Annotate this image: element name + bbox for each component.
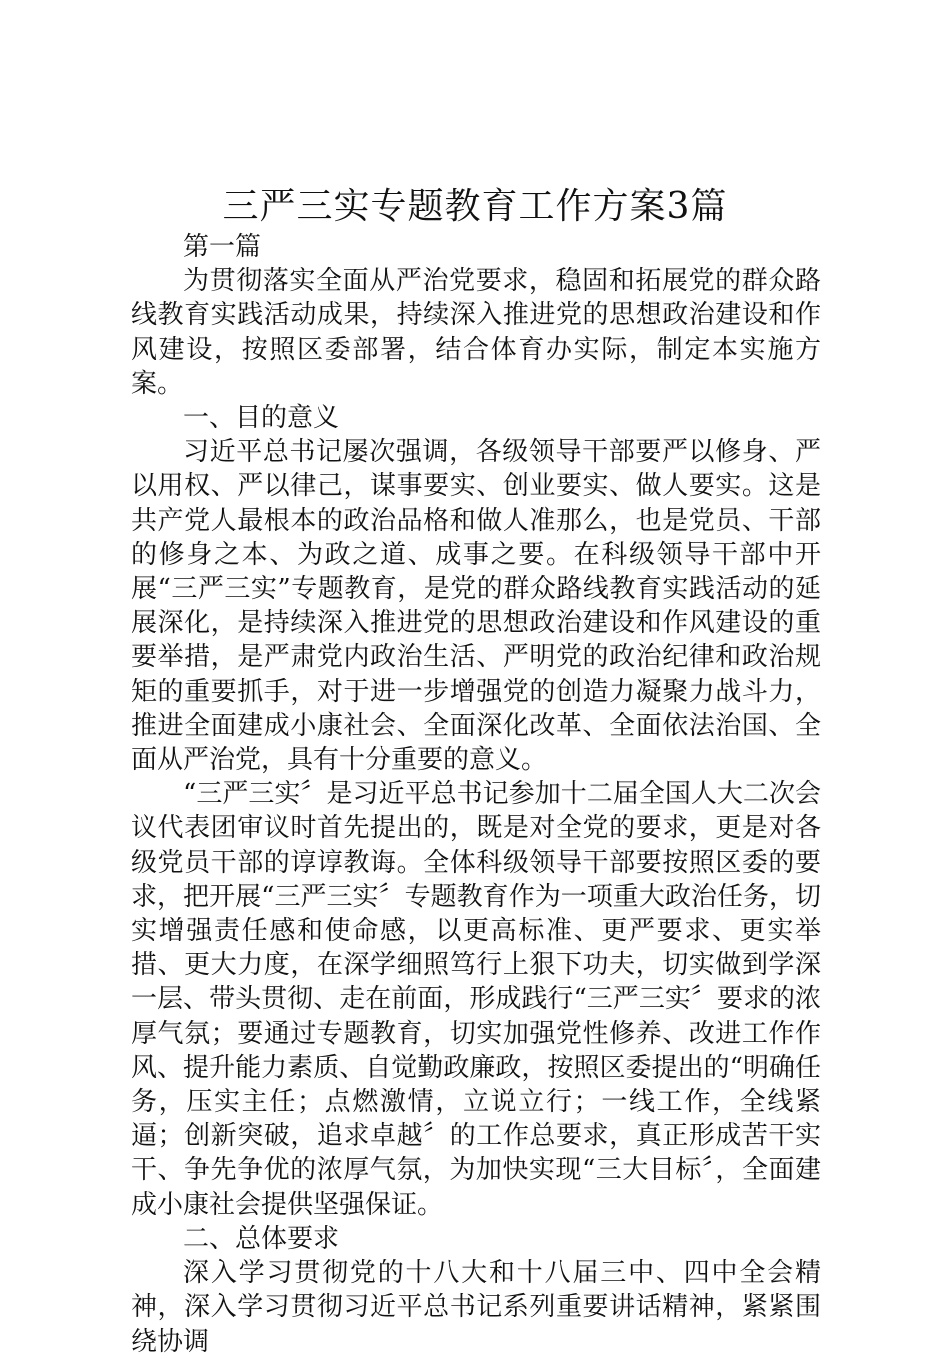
purpose-paragraph-2: “三严三实〞是习近平总书记参加十二届全国人大二次会议代表团审议时首先提出的，既是对全党的要求，更是对各级党员干部的谆谆教诲。全体科级领导干部要按照区委的要求，把开展“三严三实〞专题教育作为一项重大政治任务，切实增强责任感和使命感，以更高标准、更严要求、更实举措、更大力度，在深学细照笃行上狠下功夫，切实做到学深一层、带头贯彻、走在前面，形成践行“三严三实〞要求的浓厚气氛；要通过专题教育，切实加强党性修养、改进工作作风、提升能力素质、自觉勤政廉政，按照区委提出的“明确任务，压实主任；点燃激情，立说立行；一线工作，全线紧逼；创新突破，追求卓越〞的工作总要求，真正形成苦干实干、争先争优的浓厚气氛，为加快实现“三大目标〞，全面建成小康社会提供坚强保证。	[131, 779, 821, 1220]
intro-paragraph: 为贯彻落实全面从严治党要求，稳固和拓展党的群众路线教育实践活动成果，持续深入推进党的思想政治建设和作风建设，按照区委部署，结合体育办实际，制定本实施方案。	[131, 266, 821, 399]
section-heading-requirements: 二、总体要求	[183, 1223, 340, 1254]
section-label-first: 第一篇	[183, 232, 262, 262]
section-heading-purpose: 一、目的意义	[183, 403, 340, 434]
document-body	[131, 230, 821, 1359]
purpose-paragraph-1: 习近平总书记屡次强调，各级领导干部要严以修身、严以用权、严以律己，谋事要实、创业要实、做人要实。这是共产党人最根本的政治品格和做人准那么，也是党员、干部的修身之本、为政之道、成事之要。在科级领导干部中开展“三严三实”专题教育，是党的群众路线教育实践活动的延展深化，是持续深入推进党的思想政治建设和作风建设的重要举措，是严肃党内政治生活、严明党的政治纪律和政治规矩的重要抓手，对于进一步增强党的创造力凝聚力战斗力，推进全面建成小康社会、全面深化改革、全面依法治国、全面从严治党，具有十分重要的意义。	[131, 437, 821, 776]
requirements-paragraph: 深入学习贯彻党的十八大和十八届三中、四中全会精神，深入学习贯彻习近平总书记系列重要讲话精神，紧紧围绕协调	[131, 1258, 821, 1357]
document-title: 三严三实专题教育工作方案3篇	[222, 186, 728, 227]
